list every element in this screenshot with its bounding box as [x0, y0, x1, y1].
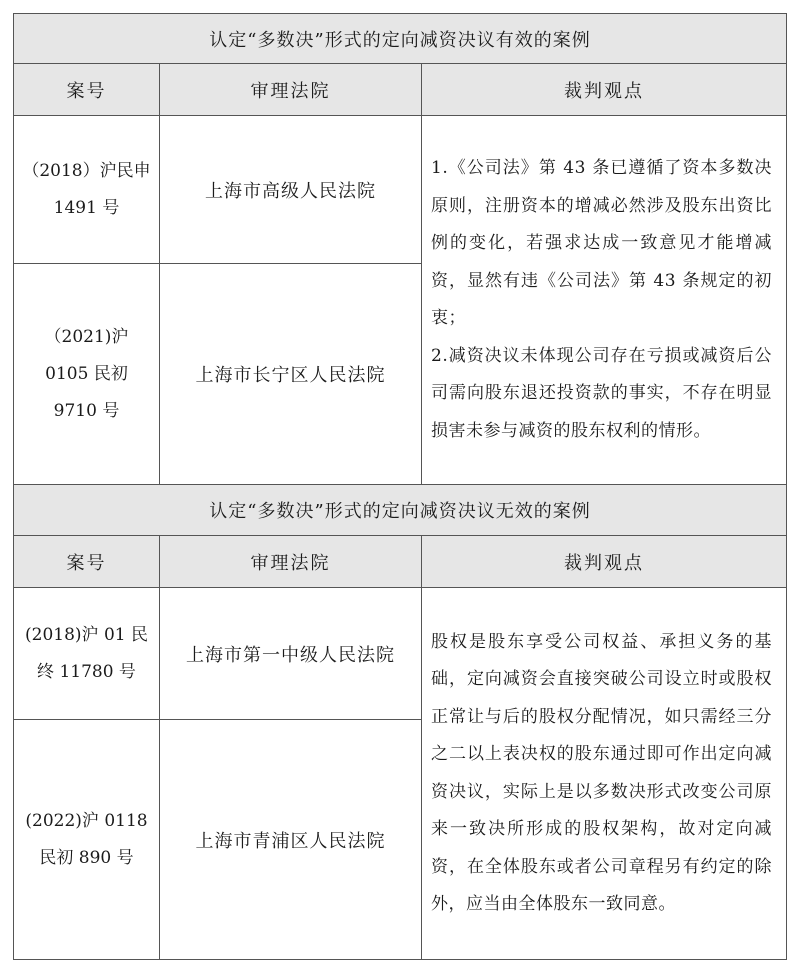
header-case-no: 案号	[14, 64, 160, 116]
header-opinion: 裁判观点	[422, 64, 787, 116]
header-row	[14, 64, 787, 116]
case-number: （2021)沪 0105 民初 9710 号	[14, 264, 160, 485]
header-case-no: 案号	[14, 536, 160, 588]
section-title-row-valid	[14, 14, 787, 64]
court-name: 上海市高级人民法院	[160, 116, 422, 264]
section-title: 认定“多数决”形式的定向减资决议无效的案例	[14, 485, 787, 536]
court-name: 上海市长宁区人民法院	[160, 264, 422, 485]
opinion-paragraph: 2.减资决议未体现公司存在亏损或减资后公司需向股东退还投资款的事实，不存在明显损害未参与减资的股东权利的情形。	[431, 345, 772, 441]
header-opinion: 裁判观点	[422, 536, 787, 588]
case-number: (2022)沪 0118 民初 890 号	[14, 720, 160, 960]
opinion-paragraph: 1.《公司法》第 43 条已遵循了资本多数决原则，注册资本的增减必然涉及股东出资比例的变化，若强求达成一致意见才能增减资，显然有违《公司法》第 43 条规定的初衷；	[431, 158, 772, 328]
section-title: 认定“多数决”形式的定向减资决议有效的案例	[14, 14, 787, 64]
header-row	[14, 536, 787, 588]
table-row	[14, 588, 787, 720]
header-court: 审理法院	[160, 536, 422, 588]
opinion-cell	[422, 588, 787, 960]
case-table	[13, 13, 787, 960]
table-row	[14, 116, 787, 264]
opinion-paragraph: 股权是股东享受公司权益、承担义务的基础，定向减资会直接突破公司设立时或股权正常让与后的股权分配情况，如只需经三分之二以上表决权的股东通过即可作出定向减资决议，实际上是以多数决形式改变公司原来一致决所形成的股权架构，故对定向减资，在全体股东或者公司章程另有约定的除外，应当由全体股东一致同意。	[431, 631, 772, 914]
case-number: (2018)沪 01 民终 11780 号	[14, 588, 160, 720]
case-number: （2018）沪民申 1491 号	[14, 116, 160, 264]
section-title-row-invalid	[14, 485, 787, 536]
court-name: 上海市青浦区人民法院	[160, 720, 422, 960]
court-name: 上海市第一中级人民法院	[160, 588, 422, 720]
header-court: 审理法院	[160, 64, 422, 116]
opinion-cell	[422, 116, 787, 485]
